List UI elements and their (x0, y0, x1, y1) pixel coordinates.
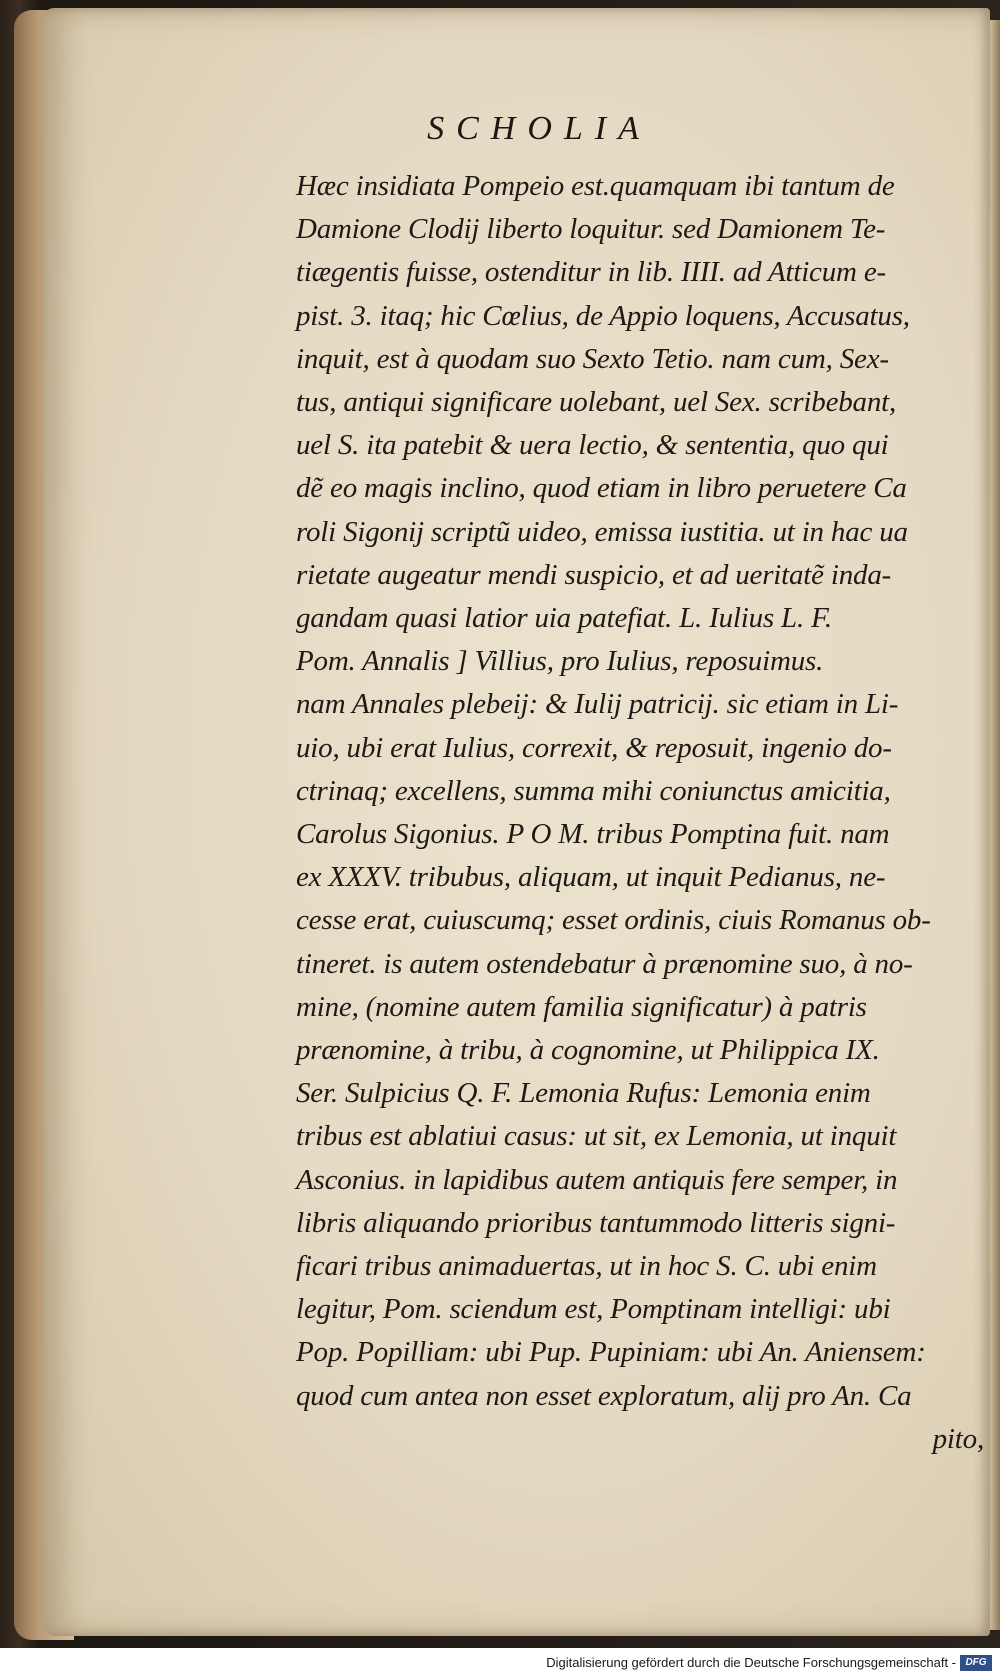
text-line: mine, (nomine autem familia significatur) à patris (296, 990, 867, 1023)
text-line: Damione Clodij liberto loquitur. sed Damionem Te- (296, 213, 886, 246)
text-line: tus, antiqui significare uolebant, uel Sex. scribebant, (296, 386, 897, 419)
text-line: Carolus Sigonius. P O M. tribus Pomptina fuit. nam (296, 818, 890, 851)
text-line: tribus est ablatiui casus: ut sit, ex Lemonia, ut inquit (296, 1120, 897, 1153)
page-header: SCHOLIA (427, 110, 651, 147)
text-line: cesse erat, cuiuscumq; esset ordinis, ciuis Romanus ob- (296, 904, 931, 937)
text-line: Pom. Annalis ] Villius, pro Iulius, reposuimus. (296, 645, 824, 678)
dfg-logo-icon: DFG (960, 1655, 992, 1671)
text-line: Hæc insidiata Pompeio est.quamquam ibi tantum de (296, 170, 895, 202)
text-line: legitur, Pom. sciendum est, Pomptinam intelligi: ubi (296, 1293, 891, 1326)
text-line: ex XXXV. tribubus, aliquam, ut inquit Pedianus, ne- (296, 861, 886, 894)
text-line: rietate augeatur mendi suspicio, et ad ueritatẽ inda- (296, 558, 892, 591)
text-line: ficari tribus animaduertas, ut in hoc S. C. ubi enim (296, 1250, 877, 1283)
text-line: gandam quasi latior uia patefiat. L. Iulius L. F. (296, 602, 832, 635)
text-line: roli Sigonij scriptũ uideo, emissa iustitia. ut in hac ua (296, 515, 908, 548)
text-line: libris aliquando prioribus tantummodo litteris signi- (296, 1206, 896, 1239)
text-line: ctrinaq; excellens, summa mihi coniunctus amicitia, (296, 774, 891, 807)
text-line: uio, ubi erat Iulius, correxit, & reposuit, ingenio do- (296, 731, 892, 764)
text-line: dẽ eo magis inclino, quod etiam in libro peruetere Ca (296, 472, 907, 505)
digitization-footer (0, 1648, 1000, 1679)
text-line: prænomine, à tribu, à cognomine, ut Philippica IX. (296, 1034, 880, 1067)
text-line: tineret. is autem ostendebatur à prænomine suo, à no- (296, 947, 913, 980)
text-line: tiægentis fuisse, ostenditur in lib. IIII. ad Atticum e- (296, 256, 886, 289)
funding-notice: Digitalisierung gefördert durch die Deutsche Forschungsgemeinschaft - (546, 1655, 956, 1670)
text-line: Pop. Popilliam: ubi Pup. Pupiniam: ubi An. Aniensem: (296, 1336, 926, 1369)
catchword: pito, (932, 1422, 984, 1455)
text-line: inquit, est à quodam suo Sexto Tetio. nam cum, Sex- (296, 342, 889, 375)
text-line: nam Annales plebeij: & Iulij patricij. sic etiam in Li- (296, 688, 899, 721)
body-text (296, 165, 998, 1461)
text-line: Ser. Sulpicius Q. F. Lemonia Rufus: Lemonia enim (296, 1077, 871, 1110)
text-line: uel S. ita patebit & uera lectio, & sententia, quo qui (296, 429, 889, 462)
text-line: pist. 3. itaq; hic Cœlius, de Appio loquens, Accusatus, (296, 299, 910, 332)
text-line: Asconius. in lapidibus autem antiquis fere semper, in (296, 1163, 898, 1196)
text-line: quod cum antea non esset exploratum, alij pro An. Ca (296, 1379, 912, 1412)
